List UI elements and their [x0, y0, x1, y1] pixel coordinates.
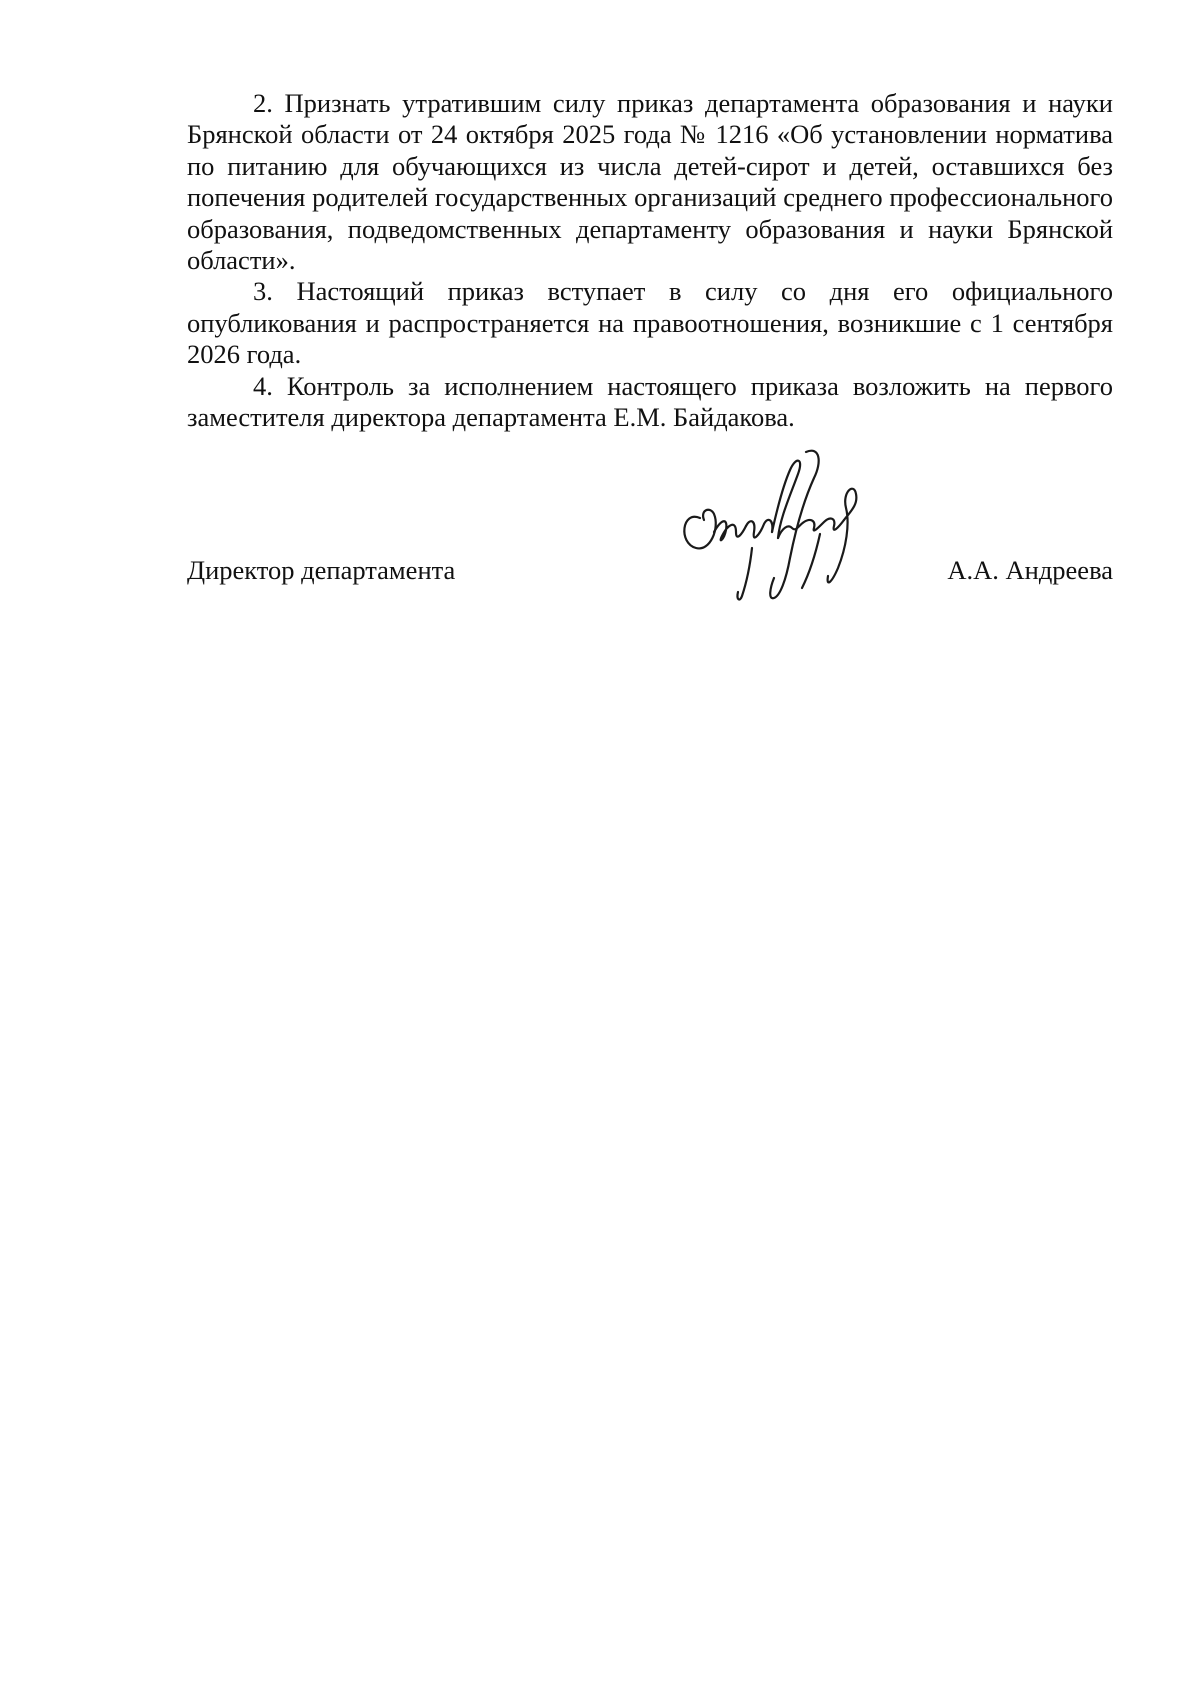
signatory-role: Директор департамента	[187, 555, 456, 585]
paragraph-2: 2. Признать утратившим силу приказ департамента образования и науки Брянской области от 24 октября 2025 года № 1216 «Об установлении норматива по питанию для обучающихся из числа детей-сирот и детей, оставшихся без попечения родителей государственных организаций среднего профессионального образования, подведомственных департаменту образования и науки Брянской области».	[187, 88, 1113, 276]
signature-block	[187, 555, 1113, 595]
paragraph-4: 4. Контроль за исполнением настоящего приказа возложить на первого заместителя директора департамента Е.М. Байдакова.	[187, 370, 1113, 433]
paragraph-3: 3. Настоящий приказ вступает в силу со дня его официального опубликования и распространяется на правоотношения, возникшие с 1 сентября 2026 года.	[187, 276, 1113, 370]
document-body	[187, 88, 1113, 433]
signatory-name: А.А. Андреева	[947, 555, 1113, 585]
